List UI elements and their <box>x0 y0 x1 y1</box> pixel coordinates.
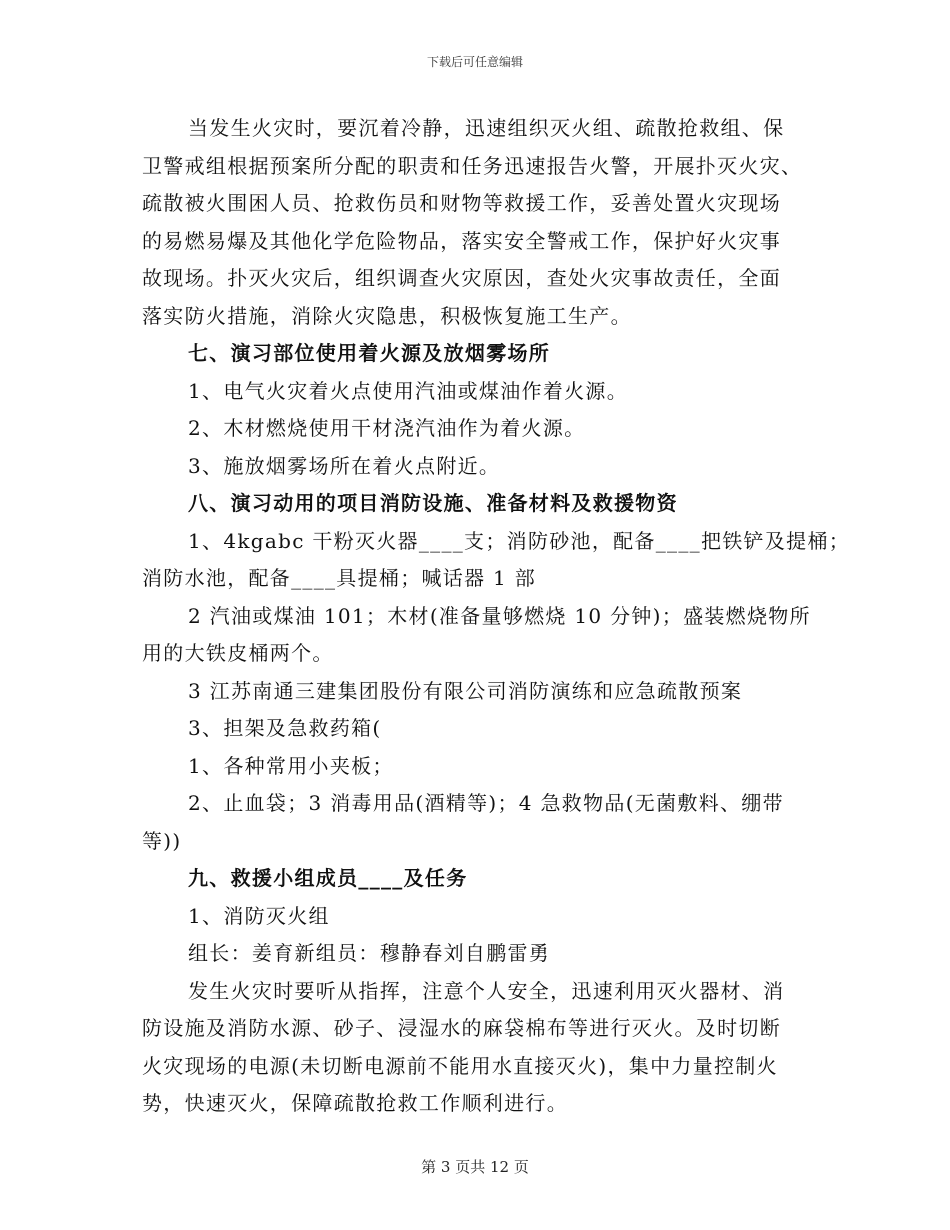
paragraph-line: 2 汽油或煤油 101；木材(准备量够燃烧 10 分钟)；盛装燃烧物所 <box>188 603 811 628</box>
paragraph-line: 3、担架及急救药箱( <box>188 716 382 740</box>
paragraph-line: 3 江苏南通三建集团股份有限公司消防演练和应急疏散预案 <box>188 678 743 703</box>
paragraph-line: 3、施放烟雾场所在着火点附近。 <box>188 453 501 478</box>
paragraph-line: 落实防火措施，消除火灾隐患，积极恢复施工生产。 <box>142 303 632 328</box>
paragraph-line: 2、止血袋；3 消毒用品(酒精等)；4 急救物品(无菌敷料、绷带 <box>188 791 784 815</box>
paragraph-line: 发生火灾时要听从指挥，注意个人安全，迅速利用灭火器材、消 <box>188 978 785 1003</box>
paragraph-line: 防设施及消防水源、砂子、浸湿水的麻袋棉布等进行灭火。及时切断 <box>142 1016 781 1040</box>
document-body <box>142 110 851 1123</box>
section-heading: 九、救援小组成员____及任务 <box>188 866 468 890</box>
section-heading: 七、演习部位使用着火源及放烟雾场所 <box>188 341 551 365</box>
paragraph-line: 势，快速灭火，保障疏散抢救工作顺利进行。 <box>142 1091 568 1115</box>
paragraph-line: 组长：姜育新组员：穆静春刘自鹏雷勇 <box>188 941 551 965</box>
paragraph-line: 卫警戒组根据预案所分配的职责和任务迅速报告火警，开展扑灭火灾、 <box>142 153 803 178</box>
paragraph-line: 当发生火灾时，要沉着冷静，迅速组织灭火组、疏散抢救组、保 <box>188 116 785 140</box>
paragraph-line: 1、电气火灾着火点使用汽油或煤油作着火源。 <box>188 378 629 403</box>
page-header: 下载后可任意编辑 <box>426 55 523 69</box>
paragraph-line: 1、各种常用小夹板； <box>188 753 394 778</box>
paragraph-line: 的易燃易爆及其他化学危险物品，落实安全警戒工作，保护好火灾事 <box>142 228 781 253</box>
paragraph-line: 消防水池，配备____具提桶；喊话器 1 部 <box>142 566 537 590</box>
paragraph-line: 故现场。扑灭火灾后，组织调查火灾原因，查处火灾事故责任，全面 <box>142 266 781 290</box>
paragraph-line: 疏散被火围困人员、抢救伤员和财物等救援工作，妥善处置火灾现场 <box>142 191 781 215</box>
paragraph-line: 火灾现场的电源(未切断电源前不能用水直接灭火)，集中力量控制火 <box>142 1053 778 1078</box>
paragraph-line: 1、4kgabc 干粉灭火器____支；消防砂池，配备____把铁铲及提桶； <box>188 528 851 553</box>
page-footer: 第 3 页共 12 页 <box>421 1158 529 1176</box>
paragraph-line: 等)) <box>142 828 182 853</box>
paragraph-line: 2、木材燃烧使用干材浇汽油作为着火源。 <box>188 416 586 440</box>
paragraph-line: 用的大铁皮桶两个。 <box>142 641 334 665</box>
paragraph-line: 1、消防灭火组 <box>188 903 330 928</box>
section-heading: 八、演习动用的项目消防设施、准备材料及救援物资 <box>188 491 678 515</box>
